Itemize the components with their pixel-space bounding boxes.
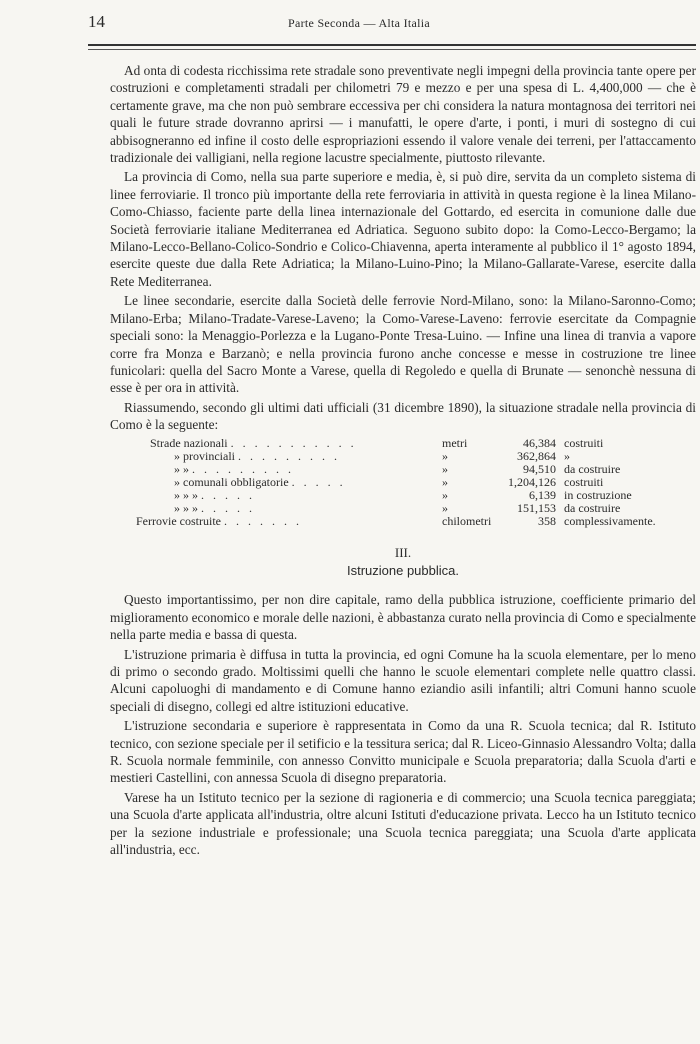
leader-dots: . . . . . . . . . [192,461,294,476]
row-note: da costruire [564,500,621,515]
header-rule-thin [88,49,696,50]
paragraph-primary-education: L'istruzione primaria è diffusa in tutta la provincia, ed ogni Comune ha la scuola elementare, per lo meno di primo o secondo grado. Moltissimi quelli che hanno le scuole elementari complete nelle quattro classi. Alcuni capoluoghi di mandamento e di Comune hanno eziandio asili infantili; altri Comuni hanno scuole speciali di disegno, collegi ed altre istituzioni educative. [110,646,696,714]
row-unit: » [442,487,448,502]
paragraph-road-works: Ad onta di codesta ricchissima rete stradale sono preventivate negli impegni della provincia tante opere per costruzioni e completamenti stradali per chilometri 79 e mezzo e per una spesa di L. 4,400,000 — che è certamente grave, ma che non può sembrare eccessiva per chi considera la natura montagnosa dei territori nei quali le future strade dovranno aprirsi — i manufatti, le opere d'arte, i ponti, i muri di sostegno di cui abbisogneranno ed infine il costo delle espropriazioni essendo il valore venale dei terreni, per l'attaccamento tradizionale dei valligiani, nella regione lacustre specialmente, piuttosto rilevante. [110,63,696,166]
row-note: costruiti [564,435,604,450]
table-row [150,463,656,476]
row-note: complessivamente. [564,513,656,528]
row-label: » » » [174,487,198,502]
leader-dots: . . . . . [201,500,255,515]
page-header [88,12,696,38]
row-unit: » [442,474,448,489]
leader-dots: . . . . . [201,487,255,502]
row-value: 94,510 [523,461,556,476]
row-value: 358 [538,513,556,528]
leader-dots: . . . . . . . . . . . [230,435,357,450]
page-body [110,62,696,858]
leader-dots: . . . . . [291,474,346,489]
row-unit: metri [442,435,468,450]
row-note: in costruzione [564,487,632,502]
row-value: 6,139 [529,487,556,502]
row-value: 1,204,126 [508,474,556,489]
row-unit: » [442,500,448,515]
table-row [150,515,656,528]
paragraph-secondary-lines: Le linee secondarie, esercite dalla Società delle ferrovie Nord-Milano, sono: la Milano-Saronno-Como; Milano-Erba; Milano-Tradate-Varese-Laveno; la Como-Varese-Laveno: ferrovie esercitate da Compagnie speciali sono: la Menaggio-Porlezza e la Lugano-Ponte Tresa-Luino. — Infine una linea di tranvia a vapore corre fra Monza e Barzanò; e nella provincia furono anche concesse e messe in costruzione tre linee funicolari: quella del Sacro Monte a Varese, quella di Regoledo e quella di Brunate — senonchè nessuna di esse è per ora in attività. [110,293,696,396]
header-rule-thick [88,44,696,46]
paragraph-summary: Riassumendo, secondo gli ultimi dati ufficiali (31 dicembre 1890), la situazione stradale nella provincia di Como è la seguente: [110,399,696,433]
table-row [150,437,656,450]
running-head: Parte Seconda — Alta Italia [288,16,431,30]
row-unit: chilometri [442,513,492,528]
row-value: 362,864 [517,448,556,463]
paragraph-varese-lecco: Varese ha un Istituto tecnico per la sezione di ragioneria e di commercio; una Scuola tecnica pareggiata; una Scuola d'arte applicata all'industria, oltre alcuni Istituti d'educazione privata. Lecco ha un Istituto tecnico per la sezione industriale e professionale; una Scuola tecnica pareggiata; una Scuola d'arte applicata all'industria, ecc. [110,789,696,858]
leader-dots: . . . . . . . [223,513,302,528]
row-label: » » [174,461,189,476]
paragraph-secondary-education: L'istruzione secondaria e superiore è rappresentata in Como da una R. Scuola tecnica; dal R. Istituto tecnico, con sezione speciale per il setificio e la tessitura serica; dal R. Liceo-Ginnasio Alessandro Volta; dalla R. Scuola normale femminile, con annesso Convitto municipale e Scuola preparatoria; dalla Scuola d'arti e mestieri Castellini, con annessa Scuola di disegno preparatoria. [110,718,696,786]
paragraph-education-intro: Questo importantissimo, per non dire capitale, ramo della pubblica istruzione, coefficiente primario del miglioramento economico e morale delle nazioni, è abbastanza curato nella provincia di Como e specialmente nella parte media e bassa di questa. [110,592,696,643]
row-value: 46,384 [523,435,556,450]
section-number: III. [394,544,412,560]
row-label: Ferrovie costruite [136,513,221,528]
row-label: Strade nazionali [150,435,228,450]
row-label: » provinciali [174,448,235,463]
row-unit: » [442,448,448,463]
page-number: 14 [88,12,105,31]
section-title: Istruzione pubblica. [346,562,459,578]
row-unit: » [442,461,448,476]
road-statistics-table [136,435,656,528]
row-label: » comunali obbligatorie [174,474,289,489]
row-note: costruiti [564,474,604,489]
row-label: » » » [174,500,198,515]
paragraph-railways: La provincia di Como, nella sua parte superiore e media, è, si può dire, servita da un completo sistema di linee ferroviarie. Il tronco più importante della rete ferroviaria in attività in questa regione è la linea Milano-Como-Chiasso, faciente parte della linea internazionale del Gottardo, ed esercita in comunione dalle due Società ferroviarie italiane Mediterranea ed Adriatica. Seguono subito dopo: la Como-Lecco-Bergamo; la Milano-Lecco-Bellano-Colico-Sondrio e Colico-Chiavenna, aperta interamente al pubblico il 1° agosto 1894, esercite queste due dalla Rete Adriatica; la Milano-Luino-Pino; la Milano-Gallarate-Varese, esercite dalla Rete Mediterranea. [110,169,696,289]
row-note: » [564,448,570,463]
row-note: da costruire [564,461,621,476]
row-value: 151,153 [517,500,556,515]
leader-dots: . . . . . . . . . [237,448,340,463]
